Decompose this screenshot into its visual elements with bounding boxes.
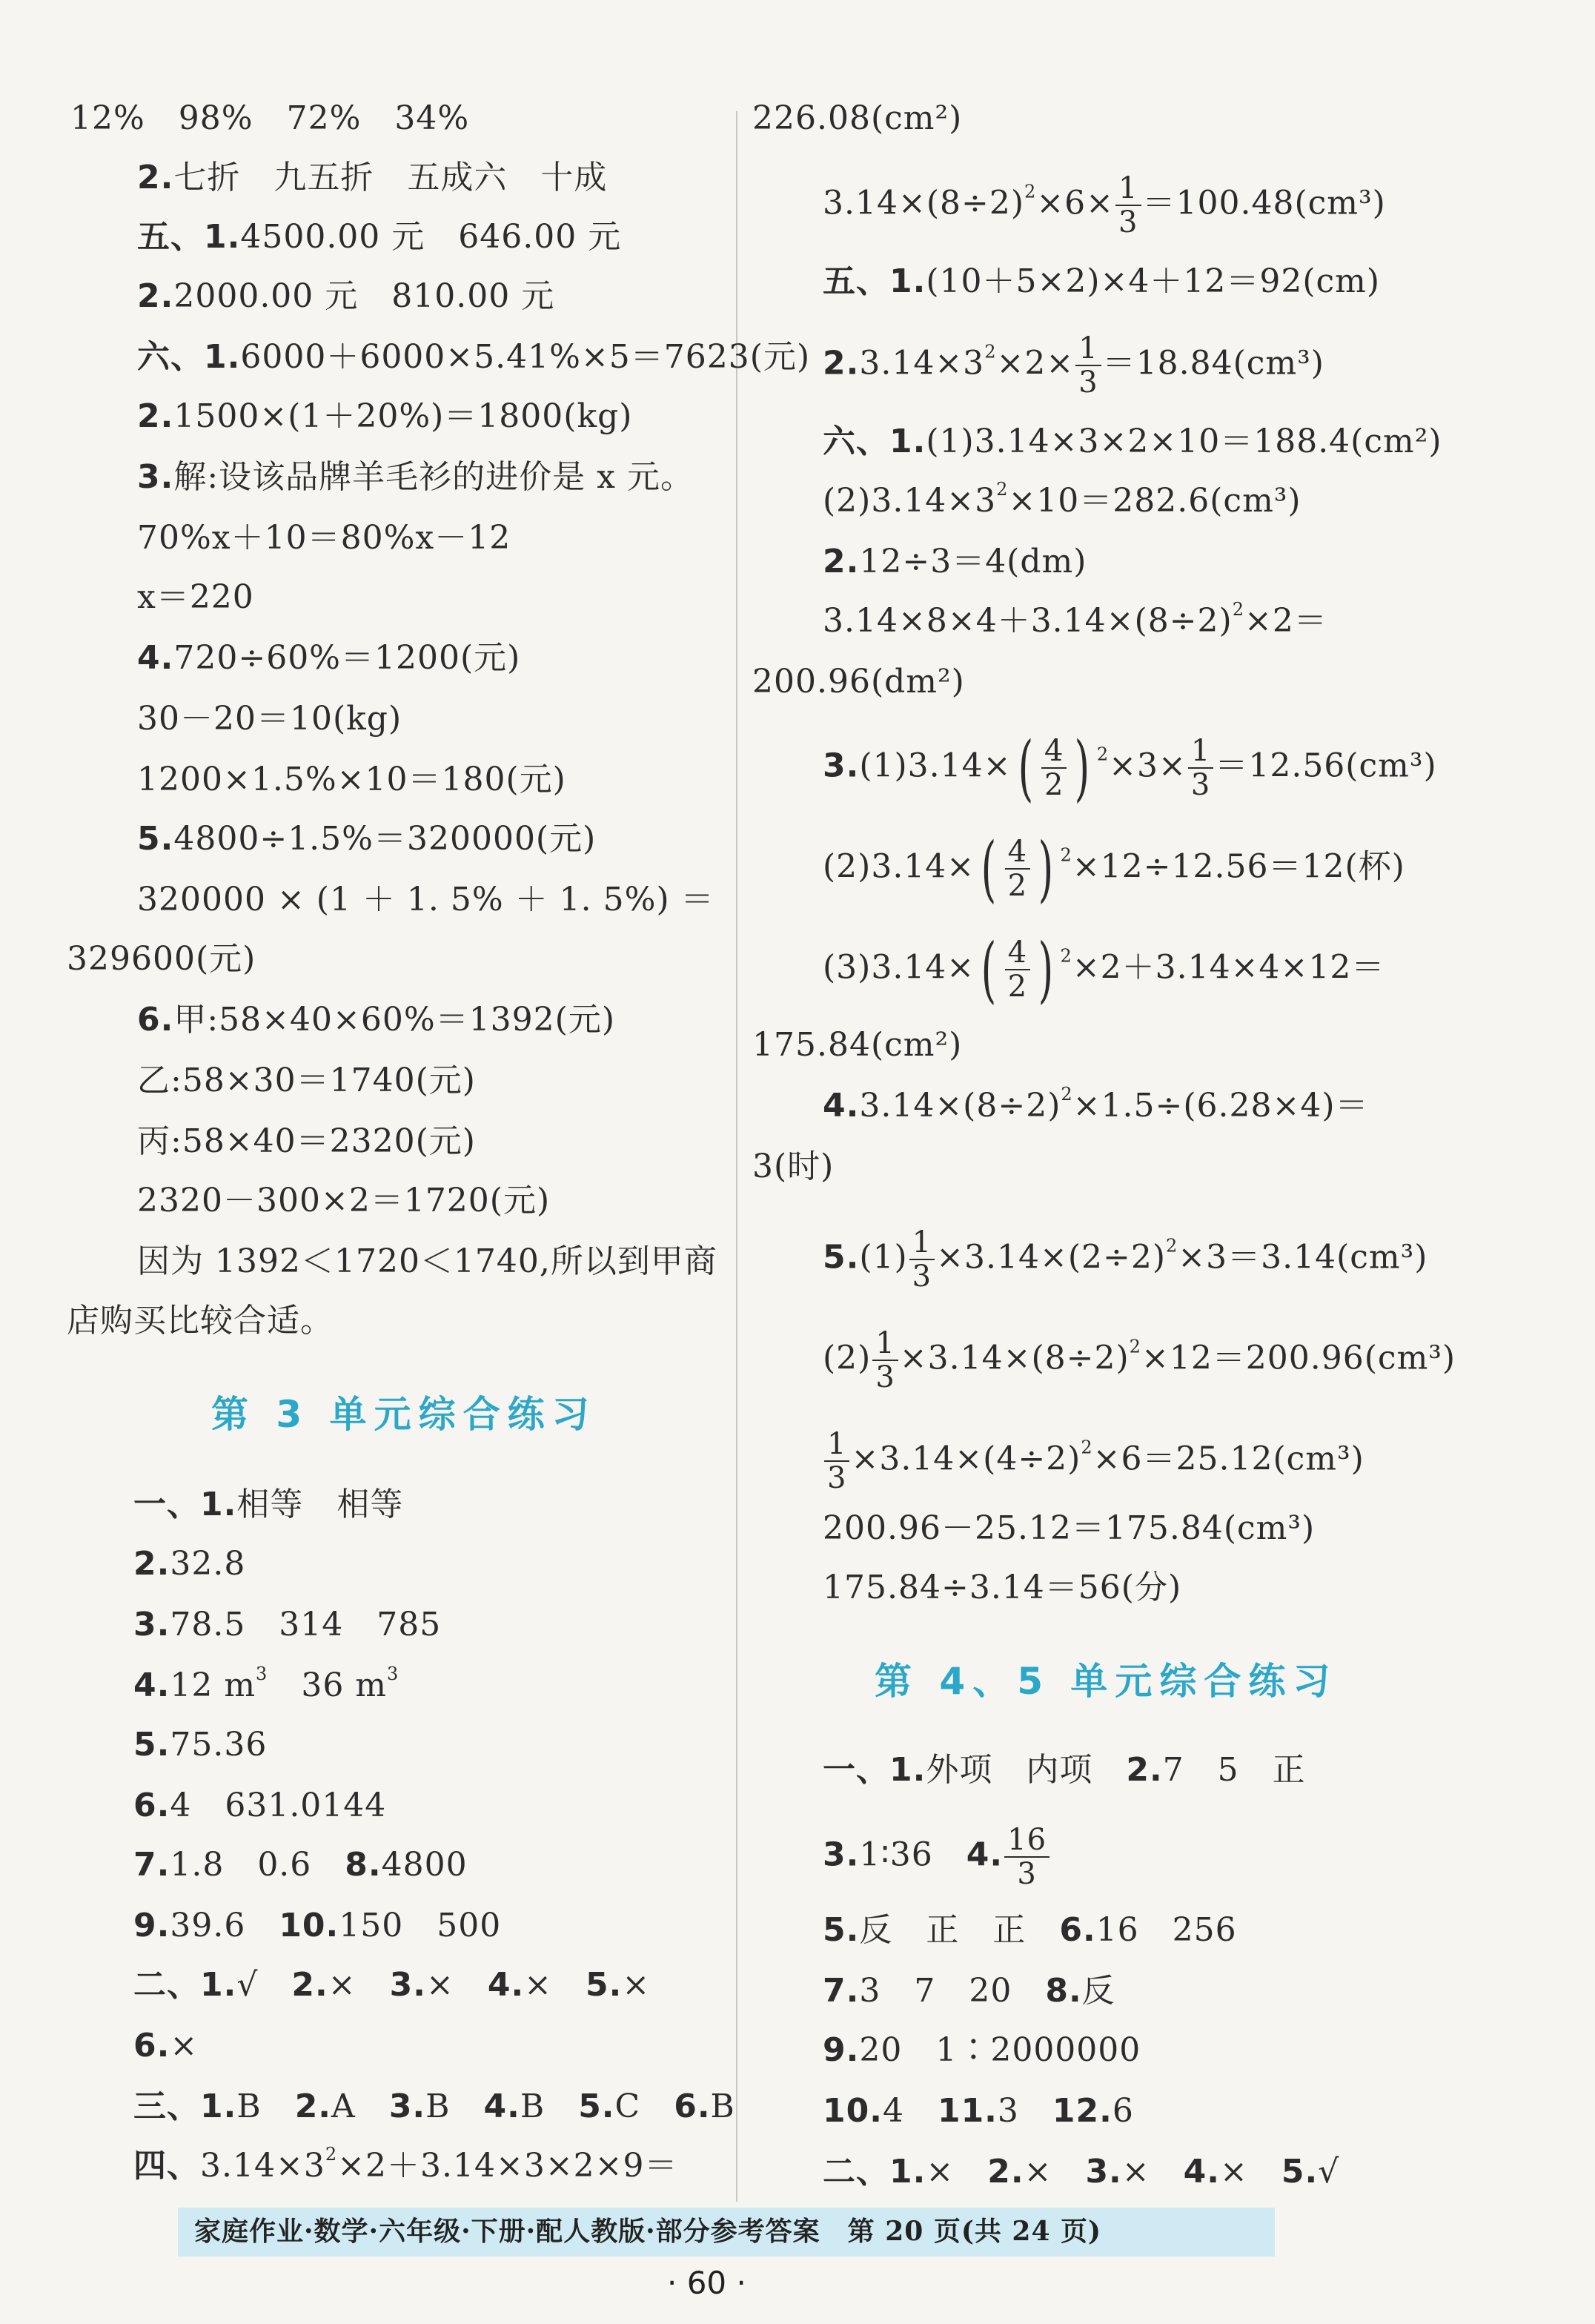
answer-line: 2320－300×2＝1720(元) xyxy=(137,1182,551,1219)
answer-line: 3(时) xyxy=(752,1148,835,1185)
answer-line: 二、1.× 2.× 3.× 4.× 5.√ xyxy=(823,2153,1340,2191)
fraction: $\frac{1}{3}$ xyxy=(1115,172,1141,239)
answer-line: 六、1.(1)3.14×3×2×10＝188.4(cm²) xyxy=(823,423,1442,460)
answer-line: 一、1.外项 内项 2.7 5 正 xyxy=(823,1751,1306,1789)
answer-line: x＝220 xyxy=(137,578,254,616)
answer-line: 五、1.(10＋5×2)×4＋12＝92(cm) xyxy=(823,262,1381,300)
answer-line: 226.08(cm²) xyxy=(752,99,963,137)
answer-line: 因为 1392＜1720＜1740,所以到甲商 xyxy=(137,1242,717,1280)
answer-line: 329600(元) xyxy=(67,940,256,978)
fraction: $\frac{1}{3}$ xyxy=(909,1226,935,1293)
answer-line: 200.96(dm²) xyxy=(752,663,965,701)
page-number: · 60 · xyxy=(667,2265,746,2301)
answer-line: (2) $\frac{1}{3}$ $\times 3.14\times(8\div 2)^2\times 12=200.96(cm^3)$ xyxy=(823,1326,1456,1394)
answer-line: 9.39.6 10.150 500 xyxy=(133,1907,502,1944)
answer-line: 200.96－25.12＝175.84(cm³) xyxy=(823,1509,1316,1547)
answer-line: 12% 98% 72% 34% xyxy=(70,99,470,137)
answer-line: 三、1.B 2.A 3.B 4.B 5.C 6.B xyxy=(133,2088,735,2125)
answer-line: 1200×1.5%×10＝180(元) xyxy=(137,761,566,798)
answer-line: $3.14\times(8\div 2)^2\times 6\times$ $\frac{1}{3}$ ＝100.48(cm³) xyxy=(823,171,1386,239)
answer-line: $(2)3.14\times 3^2\times 10=282.6(cm^3)$ xyxy=(823,479,1301,520)
answer-line: 4.12 $m^3$ 36 $m^3$ xyxy=(133,1663,399,1704)
fraction: $\frac{4}{2}$ xyxy=(1005,835,1030,902)
answer-line: $2.3.14\times 3^2\times 2\times$ $\frac{1}{3}$ ＝18.84(cm³) xyxy=(823,331,1324,400)
answer-line: 6.× xyxy=(133,2027,199,2065)
answer-line: 5.反 正 正 6.16 256 xyxy=(823,1911,1237,1949)
answer-line: (2)3.14×( $\frac{4}{2}$ ) $^2$×12÷12.56＝12(杯) xyxy=(823,827,1405,910)
section-title-unit-4-5: 第 4、5 单元综合练习 xyxy=(875,1660,1338,1703)
fraction: $\frac{1}{3}$ xyxy=(1075,332,1101,399)
answer-line: $3.14\times 8\times 4+3.14\times(8\div 2)^2\times 2=$ xyxy=(823,599,1327,640)
answer-line: 五、1.4500.00 元 646.00 元 xyxy=(137,218,622,256)
answer-line: 5.4800÷1.5%＝320000(元) xyxy=(137,820,597,858)
answer-line: 6.4 631.0144 xyxy=(133,1787,387,1824)
answer-line: 3.1∶36 4. $\frac{16}{3}$ xyxy=(823,1824,1051,1890)
answer-line: 30－20＝10(kg) xyxy=(137,700,402,738)
fraction: $\frac{1}{3}$ xyxy=(824,1428,849,1494)
answer-line: 7.1.8 0.6 8.4800 xyxy=(133,1846,468,1884)
answer-line: 4.720÷60%＝1200(元) xyxy=(137,639,521,677)
answer-line: 2.1500×(1＋20%)＝1800(kg) xyxy=(137,397,633,435)
answer-line: 二、1.√ 2.× 3.× 4.× 5.× xyxy=(133,1966,651,2004)
fraction: $\frac{16}{3}$ xyxy=(1004,1824,1049,1890)
answer-line: 9.20 1∶2000000 xyxy=(823,2031,1141,2069)
answer-line: $\frac{1}{3}$ $\times 3.14\times(4\div 2)^2\times 6=25.12(cm^3)$ xyxy=(823,1428,1364,1494)
answer-line: 320000 × (1 ＋ 1. 5% ＋ 1. 5%) ＝ xyxy=(137,881,714,918)
answer-line: $4.3.14\times(8\div 2)^2\times 1.5\div(6.28\times 4)=$ xyxy=(823,1084,1369,1125)
answer-line: 5.(1) $\frac{1}{3}$ $\times 3.14\times(2\div 2)^2\times 3=3.14(cm^3)$ xyxy=(823,1225,1428,1294)
answer-line: 6.甲:58×40×60%＝1392(元) xyxy=(137,1001,615,1039)
answer-line: 7.3 7 20 8.反 xyxy=(823,1972,1115,2010)
answer-line: 2.32.8 xyxy=(133,1545,246,1583)
fraction: $\frac{4}{2}$ xyxy=(1041,735,1067,801)
fraction: $\frac{1}{3}$ xyxy=(872,1327,898,1394)
answer-line: 一、1.相等 相等 xyxy=(133,1486,404,1523)
answer-line: 3.解:设该品牌羊毛衫的进价是 x 元。 xyxy=(137,458,694,496)
answer-line: 丙:58×40＝2320(元) xyxy=(137,1122,476,1160)
answer-line: 店购买比较合适。 xyxy=(67,1302,334,1340)
answer-line: 175.84(cm²) xyxy=(752,1026,963,1064)
section-title-unit-3: 第 3 单元综合练习 xyxy=(211,1393,597,1436)
answer-line: 六、1.6000＋6000×5.41%×5＝7623(元) xyxy=(137,338,811,376)
column-divider xyxy=(736,111,737,2202)
answer-line: 5.75.36 xyxy=(133,1726,268,1764)
answer-line: 四、$3.14\times 3^2\times 2+3.14\times 3\times 2\times 9=$ xyxy=(133,2144,678,2185)
footer-caption: 家庭作业·数学·六年级·下册·配人教版·部分参考答案 第 20 页(共 24 页) xyxy=(194,2216,1102,2247)
answer-line: 3.78.5 314 785 xyxy=(133,1606,442,1643)
answer-line: 70%x＋10＝80%x－12 xyxy=(137,519,511,557)
answer-line: 2.七折 九五折 五成六 十成 xyxy=(137,159,608,196)
fraction: $\frac{4}{2}$ xyxy=(1005,936,1030,1003)
fraction: $\frac{1}{3}$ xyxy=(1188,735,1213,801)
answer-line: 2.2000.00 元 810.00 元 xyxy=(137,277,555,315)
answer-line: 乙:58×30＝1740(元) xyxy=(137,1062,476,1099)
answer-line: 10.4 11.3 12.6 xyxy=(823,2092,1134,2130)
answer-line: (3)3.14×( $\frac{4}{2}$ ) $^2$×2＋3.14×4×12＝ xyxy=(823,928,1385,1011)
answer-line: 175.84÷3.14＝56(分) xyxy=(823,1569,1182,1606)
answer-line: 3.(1)3.14×( $\frac{4}{2}$ ) $^2$×3× $\frac{1}{3}$ ＝12.56(cm³) xyxy=(823,726,1437,810)
answer-line: 2.12÷3＝4(dm) xyxy=(823,543,1087,580)
